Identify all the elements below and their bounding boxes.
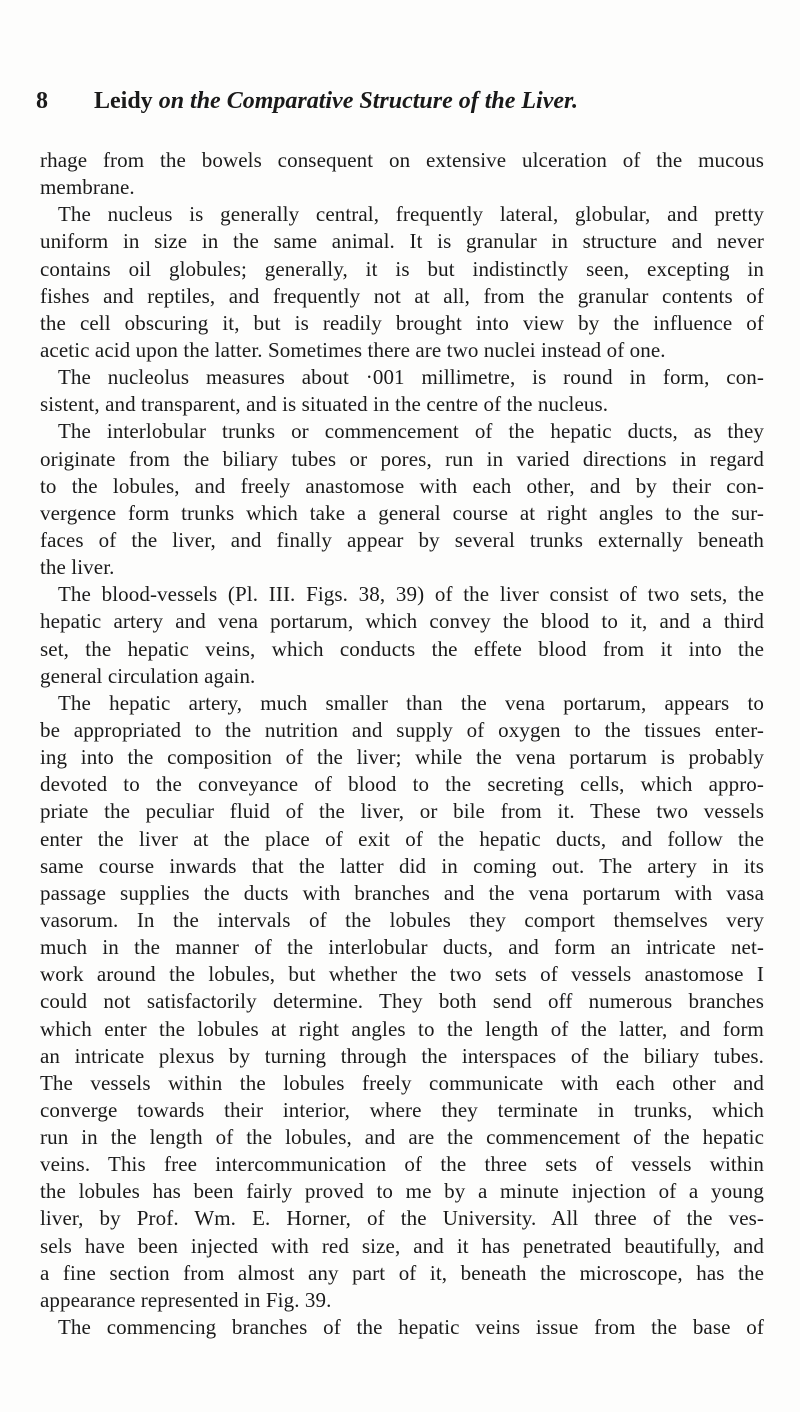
text-line: sels have been injected with red size, and it has penetrated beautifully, and [40,1233,764,1258]
text-line: set, the hepatic veins, which conducts the effete blood from it into the [40,636,764,661]
text-line: The nucleus is generally central, frequently lateral, globular, and pretty [58,202,764,227]
body-text [40,147,764,1341]
text-line: fishes and reptiles, and frequently not at all, from the granular contents of [40,283,764,308]
running-head-title: on the Comparative Structure of the Liver. [158,88,579,114]
text-line: to the lobules, and freely anastomose with each other, and by their con- [40,473,764,498]
text-line: sistent, and transparent, and is situated in the centre of the nucleus. [40,392,609,417]
text-line: ing into the composition of the liver; while the vena portarum is probably [40,745,764,770]
running-head [94,88,578,115]
text-line: vergence form trunks which take a general course at right angles to the sur- [40,500,764,525]
text-line: be appropriated to the nutrition and supply of oxygen to the tissues enter- [40,717,764,742]
text-line: faces of the liver, and finally appear by several trunks externally beneath [40,527,764,552]
text-line: The hepatic artery, much smaller than the vena portarum, appears to [58,690,764,715]
text-line: same course inwards that the latter did in coming out. The artery in its [40,853,764,878]
text-line: the liver. [40,555,115,580]
text-line: an intricate plexus by turning through the interspaces of the biliary tubes. [40,1043,764,1068]
text-line: appearance represented in Fig. 39. [40,1287,332,1312]
text-line: The vessels within the lobules freely communicate with each other and [40,1070,764,1095]
text-line: rhage from the bowels consequent on extensive ulceration of the mucous [40,148,764,172]
text-line: The blood-vessels (Pl. III. Figs. 38, 39) of the liver consist of two sets, the [58,582,764,607]
text-line: general circulation again. [40,663,256,688]
text-line: originate from the biliary tubes or pores, run in varied directions in regard [40,446,764,471]
text-line: could not satisfactorily determine. They both send off numerous branches [40,989,764,1014]
page-number: 8 [36,88,48,114]
text-line: devoted to the conveyance of blood to the secreting cells, which appro- [40,772,764,797]
text-line: the cell obscuring it, but is readily brought into view by the influence of [40,310,764,335]
text-line: The nucleolus measures about ·001 millimetre, is round in form, con- [58,365,764,390]
text-line: much in the manner of the interlobular ducts, and form an intricate net- [40,935,764,960]
text-line: vasorum. In the intervals of the lobules they comport themselves very [40,907,764,932]
text-line: hepatic artery and vena portarum, which convey the blood to it, and a third [40,609,764,634]
text-line: The interlobular trunks or commencement of the hepatic ducts, as they [58,419,764,444]
text-line: liver, by Prof. Wm. E. Horner, of the University. All three of the ves- [40,1206,764,1231]
text-line: passage supplies the ducts with branches and the vena portarum with vasa [40,880,764,905]
page-header [36,88,756,120]
text-line: converge towards their interior, where they terminate in trunks, which [40,1097,764,1122]
running-head-author: Leidy [94,88,153,114]
text-line: contains oil globules; generally, it is but indistinctly seen, excepting in [40,256,764,281]
text-line: work around the lobules, but whether the two sets of vessels anastomose I [40,962,764,987]
text-line: membrane. [40,175,135,200]
text-line: the lobules has been fairly proved to me by a minute injection of a young [40,1179,764,1204]
text-line: a fine section from almost any part of it, beneath the microscope, has the [40,1260,764,1285]
text-line: priate the peculiar fluid of the liver, or bile from it. These two vessels [40,799,764,824]
text-line: which enter the lobules at right angles to the length of the latter, and form [40,1016,764,1041]
text-line: acetic acid upon the latter. Sometimes there are two nuclei instead of one. [40,337,666,362]
text-line: uniform in size in the same animal. It is granular in structure and never [40,229,764,254]
text-line: run in the length of the lobules, and are the commencement of the hepatic [40,1125,764,1150]
text-line: enter the liver at the place of exit of the hepatic ducts, and follow the [40,826,764,851]
text-line: The commencing branches of the hepatic veins issue from the base of [58,1315,764,1340]
text-line: veins. This free intercommunication of the three sets of vessels within [40,1152,764,1177]
